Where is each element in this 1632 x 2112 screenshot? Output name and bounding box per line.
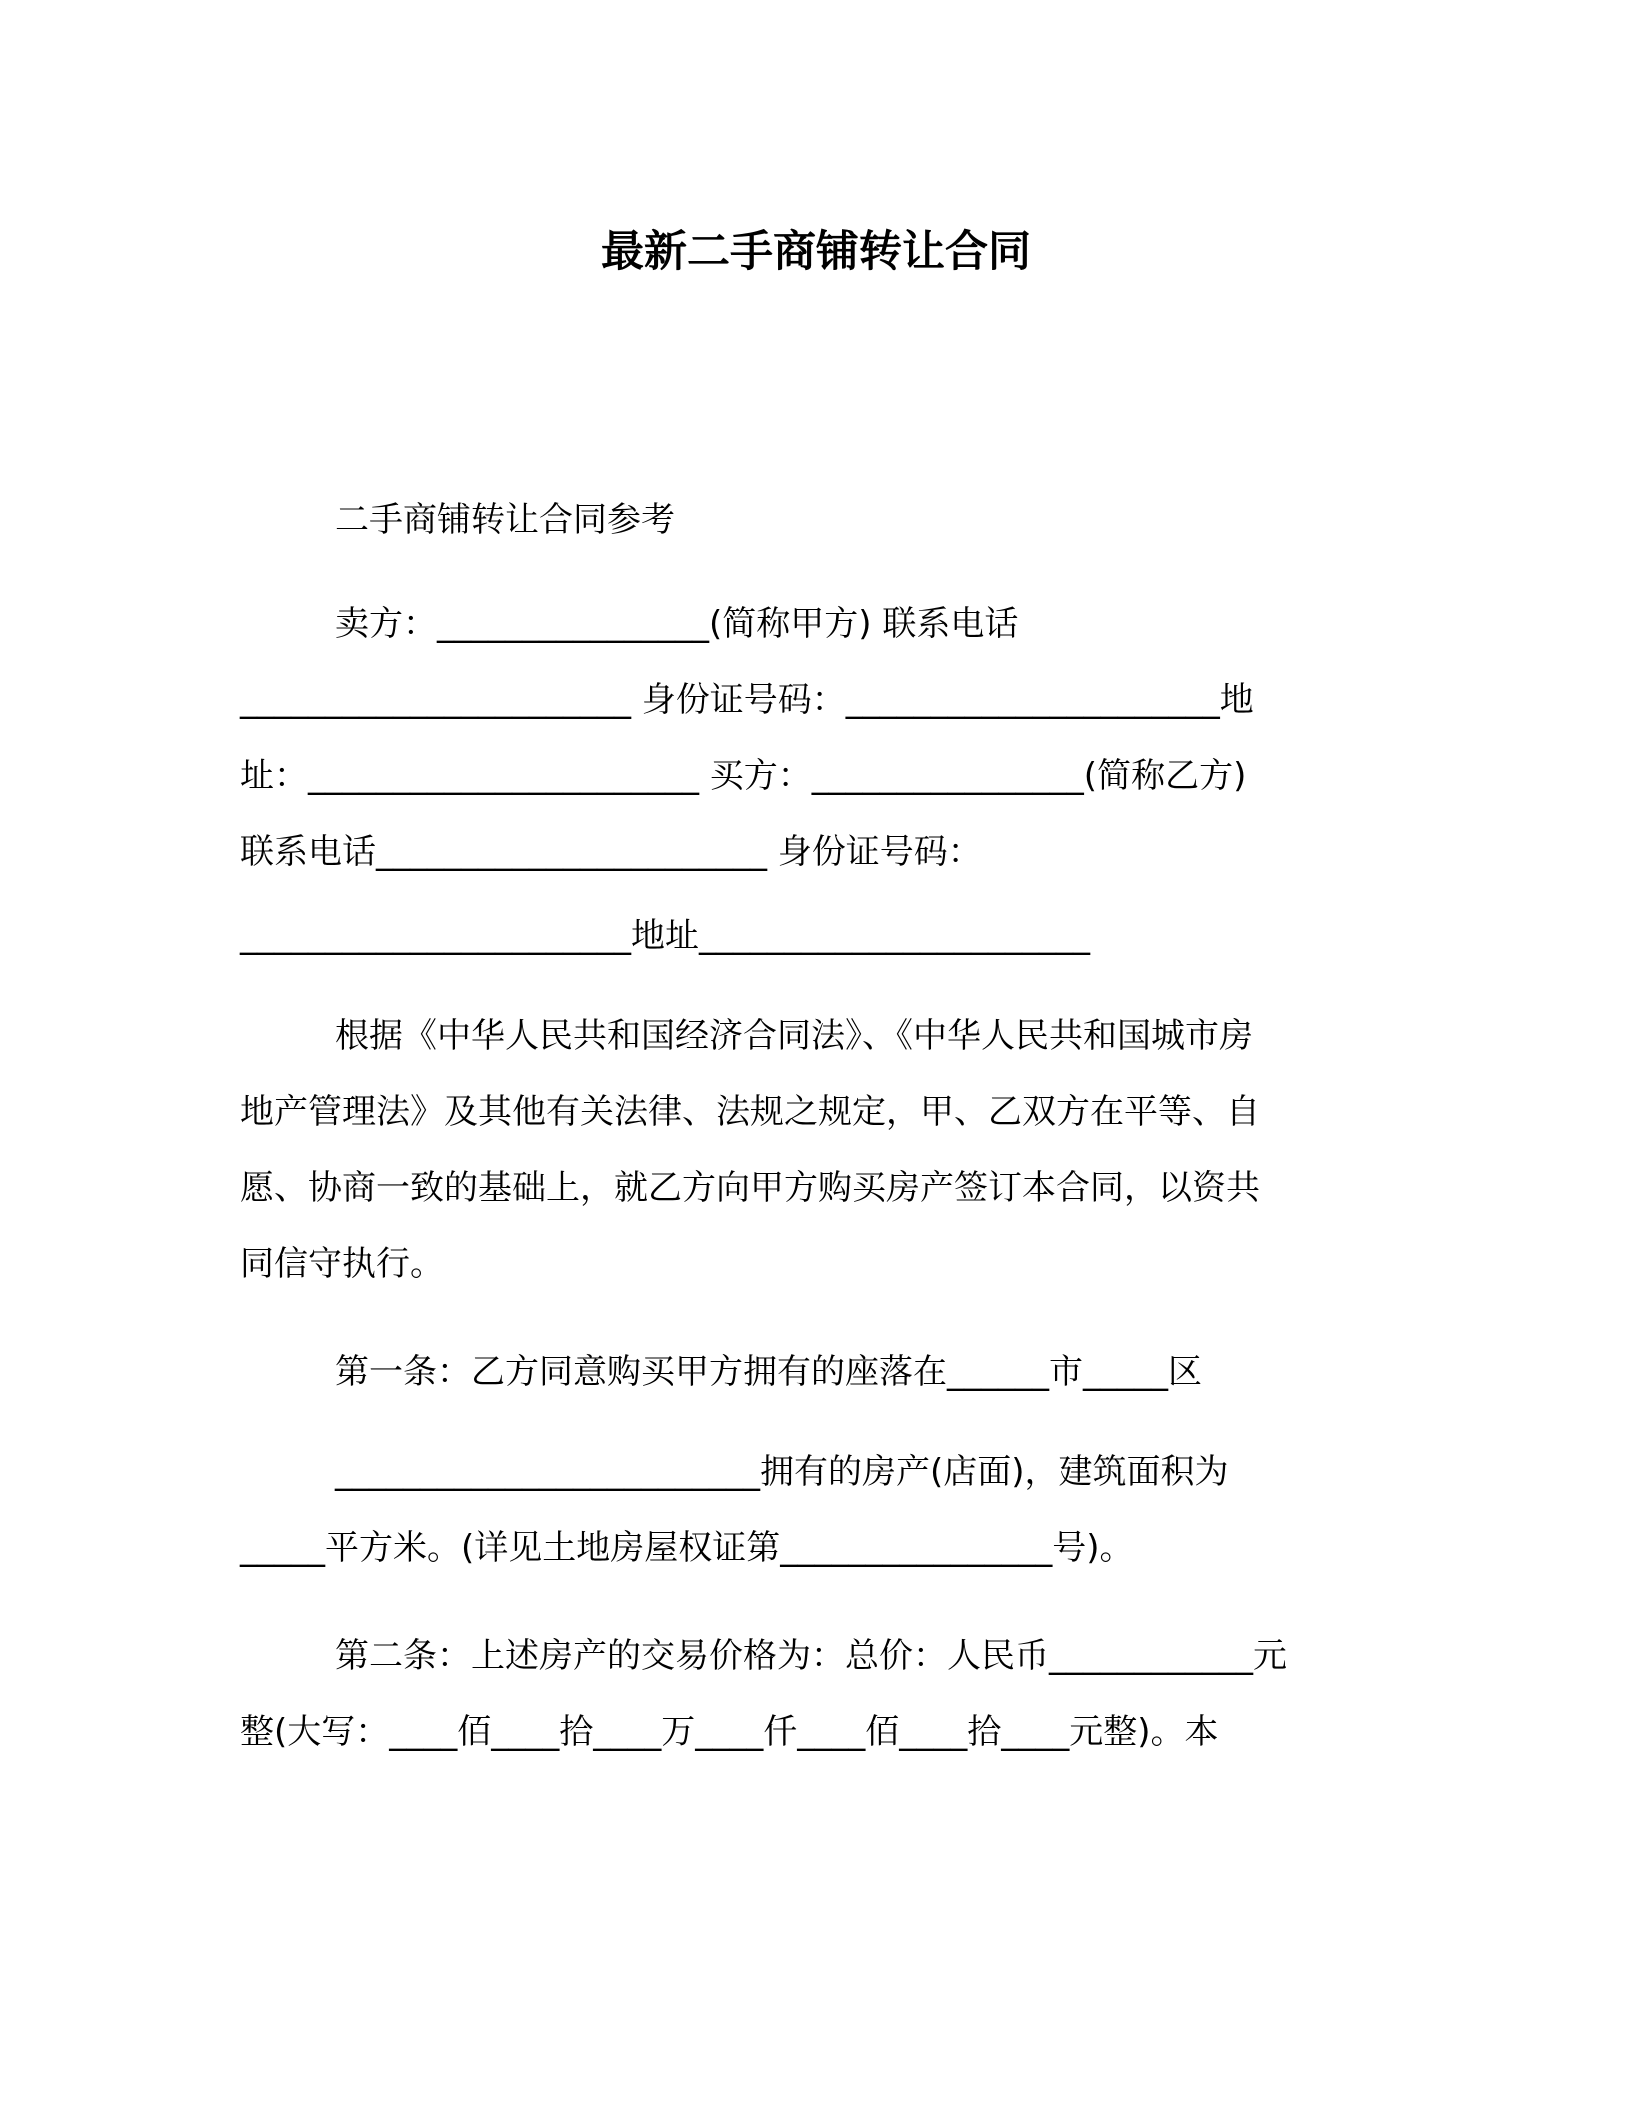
parties-line-3: 址：_______________________ 买方：________________(简称乙方) (240, 756, 1247, 796)
document-subtitle: 二手商铺转让合同参考 (335, 500, 675, 540)
parties-line-5: _______________________地址_______________________ (240, 916, 1090, 956)
document-title: 最新二手商铺转让合同 (601, 227, 1031, 277)
parties-line-1: 卖方：________________(简称甲方) 联系电话 (335, 604, 1019, 644)
parties-line-4: 联系电话_______________________ 身份证号码： (240, 832, 982, 872)
article2-line-2: 整(大写：____佰____拾____万____仟____佰____拾____元整)。本 (240, 1712, 1219, 1752)
article1-line-1: 第一条：乙方同意购买甲方拥有的座落在______市_____区 (335, 1352, 1202, 1392)
article1-line-3: _____平方米。(详见土地房屋权证第________________号)。 (240, 1528, 1134, 1568)
basis-line-3: 愿、协商一致的基础上，就乙方向甲方购买房产签订本合同，以资共 (240, 1168, 1260, 1208)
parties-line-2: _______________________ 身份证号码：______________________地 (240, 680, 1254, 720)
article2-line-1: 第二条：上述房产的交易价格为：总价：人民币____________元 (335, 1636, 1287, 1676)
article1-line-2: _________________________拥有的房产(店面)，建筑面积为 (335, 1452, 1229, 1492)
basis-line-1: 根据《中华人民共和国经济合同法》、《中华人民共和国城市房 (335, 1016, 1253, 1056)
basis-line-2: 地产管理法》及其他有关法律、法规之规定，甲、乙双方在平等、自 (240, 1092, 1260, 1132)
basis-line-4: 同信守执行。 (240, 1244, 444, 1284)
